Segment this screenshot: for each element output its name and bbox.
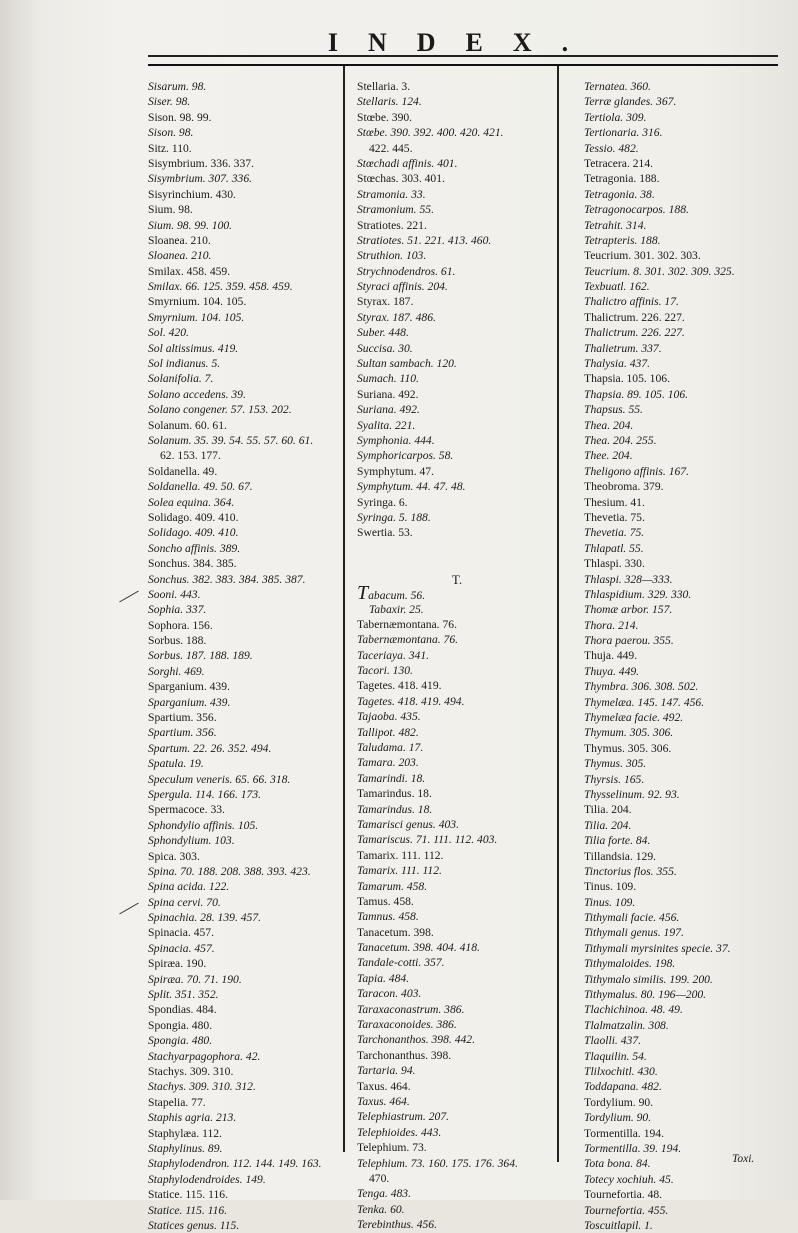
index-entry: Thee. 204. <box>584 449 633 463</box>
index-entry: Statice. 115. 116. <box>148 1203 228 1217</box>
index-entry: Thapsus. 55. <box>584 403 643 417</box>
index-entry: Tapia. 484. <box>357 971 410 985</box>
index-entry: Tamus. 458. <box>357 894 414 908</box>
pen-mark <box>119 903 139 915</box>
index-entry: Smilax. 458. 459. <box>148 264 231 278</box>
index-entry: Smyrnium. 104. 105. <box>148 295 247 309</box>
index-entry: Sorbus. 188. <box>148 634 207 648</box>
index-entry: Taxus. 464. <box>357 1095 410 1108</box>
index-entry: Sonchus. 382. 383. 384. 385. 387. <box>148 572 306 586</box>
index-entry: Thea. 204. <box>584 418 634 432</box>
index-entry: Tamarisci genus. 403. <box>357 817 459 831</box>
index-entry: Tlachichinoa. 48. 49. <box>584 1003 683 1017</box>
index-entry: Tallipot. 482. <box>357 725 419 739</box>
index-entry: Siser. 98. <box>148 95 191 109</box>
index-entry: Tamara. 203. <box>357 756 419 770</box>
index-entry: Tabacum. 56. <box>357 582 426 605</box>
index-entry: Stellaris. 124. <box>357 95 422 109</box>
index-entry: Sol altissimus. 419. <box>148 341 239 355</box>
index-entry: Spina cervi. 70. <box>148 895 221 909</box>
index-column-3 <box>584 79 778 1233</box>
index-entry: Tarchonanthos. 398. 442. <box>357 1033 475 1047</box>
index-entry: Sium. 98. <box>148 203 193 217</box>
index-entry: Solanum. 35. 39. 54. 55. 57. 60. 61. <box>148 433 314 447</box>
index-entry: Stellaria. 3. <box>357 80 411 93</box>
index-entry: Syringa. 6. <box>357 495 408 509</box>
index-entry: Tordylium. 90. <box>584 1095 654 1109</box>
index-entry: Tamarindus. 18. <box>357 787 432 801</box>
index-entry: Speculum veneris. 65. 66. 318. <box>148 772 291 786</box>
index-entry: Thysselinum. 92. 93. <box>584 787 680 801</box>
index-entry: Thalietrum. 337. <box>584 341 662 355</box>
index-entry: Suriana. 492. <box>357 403 420 417</box>
index-entry: Tournefortia. 455. <box>584 1203 669 1217</box>
index-entry: Stœchadi affinis. 401. <box>357 156 458 170</box>
index-entry: Thevetia. 75. <box>584 510 645 524</box>
index-entry: Tetracera. 214. <box>584 156 654 170</box>
index-entry: Tlaolli. 437. <box>584 1034 642 1048</box>
index-entry: Sonchus. 384. 385. <box>148 557 237 571</box>
pen-mark <box>119 591 139 603</box>
index-entry: Spina acida. 122. <box>148 880 230 894</box>
index-entry: Tabaxir. 25. <box>369 602 424 616</box>
index-entry: Tamariscus. 71. 111. 112. 403. <box>357 833 498 847</box>
index-entry: Thora. 214. <box>584 618 639 632</box>
index-entry: Suriana. 492. <box>357 387 419 401</box>
index-entry: Statice. 115. 116. <box>148 1188 228 1202</box>
index-entry: Spica. 303. <box>148 849 200 863</box>
index-entry: Sumach. 110. <box>357 372 419 386</box>
index-entry: Tabernæmontana. 76. <box>357 617 457 631</box>
index-entry: Tanacetum. 398. <box>357 925 434 939</box>
index-entry: Tamnus. 458. <box>357 910 419 924</box>
index-entry: Spinacia. 457. <box>148 926 215 940</box>
index-entry: Styrax. 187. <box>357 295 414 309</box>
index-entry: Thalictro affinis. 17. <box>584 295 679 309</box>
index-entry: Thymbra. 306. 308. 502. <box>584 680 699 694</box>
index-entry: Sium. 98. 99. 100. <box>148 218 233 232</box>
index-entry: Texbuatl. 162. <box>584 280 650 294</box>
index-entry: Sisyrinchium. 430. <box>148 187 236 201</box>
index-entry: Tetrahit. 314. <box>584 218 647 232</box>
index-entry <box>357 541 557 556</box>
index-entry: Spongia. 480. <box>148 1018 213 1032</box>
index-entry: Thora paerou. 355. <box>584 634 674 648</box>
index-entry: Tormentilla. 39. 194. <box>584 1141 682 1155</box>
index-entry: Tenka. 60. <box>357 1202 405 1216</box>
index-entry: Thuja. 449. <box>584 649 638 663</box>
index-entry: Thlaspidium. 329. 330. <box>584 587 692 601</box>
index-entry: Symphytum. 44. 47. 48. <box>357 480 466 494</box>
index-entry: Tilia. 204. <box>584 803 632 817</box>
index-entry: Tamarindi. 18. <box>357 771 426 785</box>
index-entry: Tinus. 109. <box>584 880 637 894</box>
index-entry: Thymelæa facie. 492. <box>584 711 684 725</box>
index-entry: Tertionaria. 316. <box>584 126 663 140</box>
index-entry: Stratiotes. 51. 221. 413. 460. <box>357 233 492 247</box>
index-entry: Theligono affinis. 167. <box>584 464 689 478</box>
index-entry: Thapsia. 89. 105. 106. <box>584 387 689 401</box>
index-entry: Telephiastrum. 207. <box>357 1110 450 1124</box>
index-entry: Symphytum. 47. <box>357 464 434 478</box>
index-entry: Sloanea. 210. <box>148 233 211 247</box>
index-entry: Telephium. 73. <box>357 1141 427 1155</box>
index-entry: Taxus. 464. <box>357 1079 411 1093</box>
column-divider <box>557 66 559 1162</box>
index-entry: Tithymaloides. 198. <box>584 957 676 971</box>
index-entry: Tinctorius flos. 355. <box>584 864 677 878</box>
header-rule-bottom <box>148 64 778 66</box>
index-entry: Statices genus. 115. <box>148 1218 240 1232</box>
index-entry: Tamarix. 111. 112. <box>357 864 442 878</box>
index-entry: Taraxaconastrum. 386. <box>357 1002 465 1016</box>
index-entry: Taludama. 17. <box>357 741 424 755</box>
index-entry: Stœchas. 303. 401. <box>357 172 445 186</box>
index-entry: Tormentilla. 194. <box>584 1126 665 1140</box>
index-entry: Tithymali facie. 456. <box>584 911 680 925</box>
index-entry: Staphylodendron. 112. 144. 149. 163. <box>148 1157 322 1171</box>
index-entry: Solea equina. 364. <box>148 495 235 509</box>
index-entry: Tacori. 130. <box>357 664 413 678</box>
index-entry: Swertia. 53. <box>357 526 413 540</box>
index-entry: Tillandsia. 129. <box>584 849 657 863</box>
index-entry: Terebinthus. 456. <box>357 1218 437 1232</box>
index-entry: Succisa. 30. <box>357 341 413 355</box>
index-entry: Thlaspi. 328—333. <box>584 572 673 586</box>
index-entry: Soldanella. 49. <box>148 464 218 478</box>
index-entry: Staphylæa. 112. <box>148 1126 222 1140</box>
index-entry: Tordylium. 90. <box>584 1111 652 1125</box>
index-entry: Solidago. 409. 410. <box>148 510 239 524</box>
index-entry: Tinus. 109. <box>584 895 636 909</box>
index-entry: Stramonia. 33. <box>357 187 426 201</box>
index-entry: Tetragonia. 188. <box>584 172 660 186</box>
index-entry: Tlaquilin. 54. <box>584 1049 647 1063</box>
index-entry: Spiræa. 190. <box>148 957 207 971</box>
index-entry: Spatula. 19. <box>148 757 204 771</box>
index-entry: Sitz. 110. <box>148 141 192 155</box>
index-entry: Theobroma. 379. <box>584 480 664 494</box>
index-entry: Stachys. 309. 310. 312. <box>148 1080 256 1094</box>
index-entry: Tetragonocarpos. 188. <box>584 203 689 217</box>
index-entry: Symphonia. 444. <box>357 433 435 447</box>
index-entry: Split. 351. 352. <box>148 988 219 1002</box>
index-entry: Taraxaconoides. 386. <box>357 1018 457 1032</box>
index-entry: Thymum. 305. 306. <box>584 726 674 740</box>
index-entry: Smilax. 66. 125. 359. 458. 459. <box>148 280 293 294</box>
index-entry: Spartium. 356. <box>148 726 217 740</box>
drop-cap: T <box>357 582 369 605</box>
index-entry: Totecy xochiuh. 45. <box>584 1172 674 1186</box>
index-entry: Tithymalus. 80. 196—200. <box>584 988 707 1002</box>
column-divider <box>343 66 345 1152</box>
index-entry: Tlilxochitl. 430. <box>584 1065 658 1078</box>
index-entry: Sultan sambach. 120. <box>357 357 457 371</box>
index-entry: Spergula. 114. 166. 173. <box>148 787 262 801</box>
index-entry: Sison. 98. <box>148 126 194 140</box>
index-entry: Stramonium. 55. <box>357 203 434 217</box>
index-entry: Thymus. 305. <box>584 757 647 771</box>
index-entry: Toddapana. 482. <box>584 1080 662 1094</box>
index-entry: Tournefortia. 48. <box>584 1188 663 1202</box>
index-entry: Telephioides. 443. <box>357 1125 442 1139</box>
index-entry: Syalita. 221. <box>357 418 416 432</box>
index-column-1 <box>148 79 334 1233</box>
index-entry: Tajaoba. 435. <box>357 710 421 724</box>
index-entry: Tithymali myrsinites specie. 37. <box>584 941 731 955</box>
index-entry: Thevetia. 75. <box>584 526 645 540</box>
index-column-2 <box>357 79 557 1233</box>
index-entry: Stapelia. 77. <box>148 1095 206 1109</box>
index-entry: Stœbe. 390. <box>357 110 413 124</box>
index-entry: Sorbus. 187. 188. 189. <box>148 649 253 663</box>
index-entry: Tabernæmontana. 76. <box>357 633 459 647</box>
index-entry: Tanacetum. 398. 404. 418. <box>357 941 480 955</box>
index-entry: Thalysia. 437. <box>584 357 651 371</box>
index-entry: Staphis agria. 213. <box>148 1111 237 1125</box>
index-entry: Thymelæa. 145. 147. 456. <box>584 695 705 709</box>
index-entry: Staphylodendroides. 149. <box>148 1172 266 1186</box>
index-entry: 422. 445. <box>369 141 413 155</box>
index-entry: Spartium. 356. <box>148 711 217 725</box>
index-entry: Tetragonia. 38. <box>584 187 655 201</box>
index-entry: Thymus. 305. 306. <box>584 741 672 755</box>
index-entry: Sloanea. 210. <box>148 249 212 263</box>
index-entry: Spinacia. 457. <box>148 941 215 955</box>
index-entry: Tithymalo similis. 199. 200. <box>584 972 713 986</box>
index-entry: Thapsia. 105. 106. <box>584 372 670 386</box>
index-entry: Tamarum. 458. <box>357 879 428 893</box>
index-entry: Tagetes. 418. 419. <box>357 679 442 693</box>
index-entry: Sisymbrium. 307. 336. <box>148 172 253 186</box>
index-entry: Strychnodendros. 61. <box>357 264 456 278</box>
index-entry: Tamarix. 111. 112. <box>357 848 444 862</box>
index-entry: Spartum. 22. 26. 352. 494. <box>148 741 272 755</box>
index-entry: Spermacoce. 33. <box>148 803 225 817</box>
index-entry: Solanum. 60. 61. <box>148 418 227 432</box>
index-entry: Thyrsis. 165. <box>584 772 645 786</box>
index-entry: Tartaria. 94. <box>357 1064 416 1078</box>
index-entry: Solano congener. 57. 153. 202. <box>148 403 292 417</box>
index-entry: Telephium. 73. 160. 175. 176. 364. <box>357 1156 518 1170</box>
index-entry: Spongia. 480. <box>148 1034 213 1048</box>
index-entry: Spondias. 484. <box>148 1003 217 1017</box>
index-entry: Styrax. 187. 486. <box>357 310 436 324</box>
index-entry: Sisymbrium. 336. 337. <box>148 156 254 170</box>
index-entry: Staphylinus. 89. <box>148 1141 223 1155</box>
index-entry: Tithymali genus. 197. <box>584 926 684 940</box>
index-entry: Thalictrum. 226. 227. <box>584 326 685 340</box>
index-entry: Sphondylio affinis. 105. <box>148 818 259 832</box>
index-entry: Thea. 204. 255. <box>584 433 657 447</box>
index-entry: Solidago. 409. 410. <box>148 526 239 540</box>
index-entry: Sison. 98. 99. <box>148 110 212 124</box>
index-entry: Sphondylium. 103. <box>148 834 235 848</box>
index-entry: Spina. 70. 188. 208. 388. 393. 423. <box>148 864 311 878</box>
index-entry: Tilia forte. 84. <box>584 834 651 848</box>
index-entry: Taceriaya. 341. <box>357 648 430 662</box>
index-entry: Solano accedens. 39. <box>148 387 246 401</box>
index-entry: Tandale-cotti. 357. <box>357 956 445 970</box>
index-entry: Thomæ arbor. 157. <box>584 603 673 617</box>
index-entry: Thlaspi. 330. <box>584 557 645 571</box>
index-entry: Soncho affinis. 389. <box>148 541 241 555</box>
index-entry: Tessio. 482. <box>584 141 639 155</box>
index-entry: Smyrnium. 104. 105. <box>148 310 245 324</box>
index-entry: Tetrapteris. 188. <box>584 233 661 247</box>
index-entry: Suber. 448. <box>357 326 409 340</box>
index-entry: Thalictrum. 226. 227. <box>584 310 685 324</box>
index-entry: Tamarindus. 18. <box>357 802 433 816</box>
index-entry: Sol indianus. 5. <box>148 357 221 371</box>
index-entry: Tenga. 483. <box>357 1187 412 1201</box>
index-entry: Struthion. 103. <box>357 249 427 263</box>
index-entry: Spiræa. 70. 71. 190. <box>148 972 242 986</box>
index-entry: Syringa. 5. 188. <box>357 510 431 524</box>
index-entry: Sophia. 337. <box>148 603 207 617</box>
index-entry: Ternatea. 360. <box>584 80 651 93</box>
index-entry: Tlalmatzalin. 308. <box>584 1018 669 1032</box>
index-entry: Symphoricarpos. 58. <box>357 449 454 463</box>
index-entry: Stachyarpagophora. 42. <box>148 1049 261 1063</box>
index-entry: Sparganium. 439. <box>148 695 231 709</box>
index-entry: Teucrium. 8. 301. 302. 309. 325. <box>584 264 735 278</box>
index-entry: Terræ glandes. 367. <box>584 95 677 109</box>
index-entry: Tagetes. 418. 419. 494. <box>357 694 465 708</box>
index-entry: Sisarum. 98. <box>148 80 207 93</box>
index-entry: Sparganium. 439. <box>148 680 230 694</box>
index-entry: Taracon. 403. <box>357 987 422 1001</box>
index-entry: Styraci affinis. 204. <box>357 280 448 294</box>
index-entry: Thesium. 41. <box>584 495 645 509</box>
index-entry: Stœbe. 390. 392. 400. 420. 421. <box>357 126 504 140</box>
index-entry: Spinachia. 28. 139. 457. <box>148 911 262 925</box>
index-entry: Sorghi. 469. <box>148 664 205 678</box>
section-heading: T. <box>451 572 463 588</box>
index-entry: Teucrium. 301. 302. 303. <box>584 249 701 263</box>
index-entry: Tertiola. 309. <box>584 110 647 124</box>
index-entry: Toscuitlapil. 1. <box>584 1218 653 1232</box>
index-entry: Soldanella. 49. 50. 67. <box>148 480 253 494</box>
index-entry: Thlapatl. 55. <box>584 541 644 555</box>
index-entry: Solanifolia. 7. <box>148 372 214 386</box>
index-entry: Sophora. 156. <box>148 618 213 632</box>
index-entry: Stachys. 309. 310. <box>148 1065 234 1078</box>
page-title: INDEX. <box>327 28 599 57</box>
index-entry: 62. 153. 177. <box>160 449 221 463</box>
index-entry: 470. <box>369 1171 390 1185</box>
index-entry: Tarchonanthus. 398. <box>357 1048 452 1062</box>
index-entry: Sooni. 443. <box>148 587 201 601</box>
index-entry: Stratiotes. 221. <box>357 218 427 232</box>
index-entry: Tota bona. 84. <box>584 1157 651 1171</box>
index-entry: Sol. 420. <box>148 326 189 340</box>
catchword: Toxi. <box>732 1153 755 1165</box>
index-entry: Tilia. 204. <box>584 818 632 832</box>
index-entry: Thuya. 449. <box>584 664 640 678</box>
